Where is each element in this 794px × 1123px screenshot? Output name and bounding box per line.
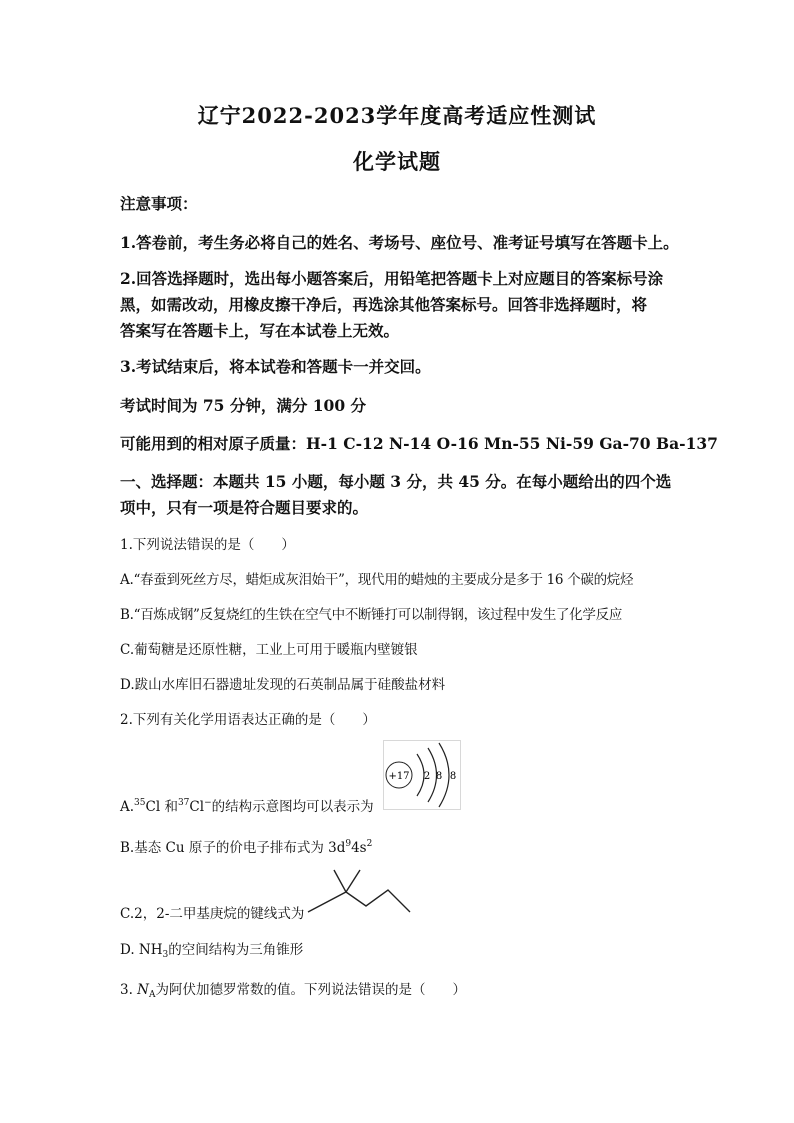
notice-1: 1.答卷前，考生务必将自己的姓名、考场号、座位号、准考证号填写在答题卡上。: [120, 233, 679, 252]
nucleus-charge: +17: [388, 771, 410, 782]
q1-option-c: C.葡萄糖是还原性糖，工业上可用于暖瓶内壁镀银: [120, 642, 418, 658]
page-title: 辽宁2022-2023学年度高考适应性测试: [197, 103, 597, 128]
electron-count-4s: 2: [366, 839, 373, 849]
notice-2-line-3: 答案写在答题卡上，写在本试卷上无效。: [120, 321, 400, 340]
main-chain-bonds: [308, 890, 410, 912]
q2-option-a-text3: 的结构示意图均可以表示为: [211, 799, 374, 815]
shell-3-electrons: 8: [449, 771, 457, 782]
section-heading-line-1: 一、选择题：本题共 15 小题，每小题 3 分，共 45 分。在每小题给出的四个选: [120, 472, 672, 491]
notice-2-line-1: 2.回答选择题时，选出每小题答案后，用铅笔把答题卡上对应题目的答案标号涂: [120, 269, 664, 288]
q1-option-d: D.跋山水库旧石器遗址发现的石英制品属于硅酸盐材料: [120, 677, 446, 693]
q1-stem: 1.下列说法错误的是（ ）: [120, 537, 295, 553]
q3-number: 3.: [120, 982, 138, 998]
q2-option-a-prefix: A.: [120, 799, 135, 815]
atomic-mass: 可能用到的相对原子质量：H-1 C-12 N-14 O-16 Mn-55 Ni-59 Ga-70 Ba-137: [120, 434, 718, 453]
avogadro-subscript: A: [148, 990, 156, 1000]
q2-option-b-mid: 4s: [351, 840, 367, 856]
q1-option-b: B.“百炼成钢”反复烧红的生铁在空气中不断锤打可以制得钢，该过程中发生了化学反应: [120, 607, 623, 623]
q2-option-b-text: B.基态 Cu 原子的价电子排布式为 3d: [120, 840, 346, 856]
shell-2-electrons: 8: [435, 771, 443, 782]
q3-stem: [120, 978, 690, 998]
q2-option-a-text1: Cl 和: [145, 799, 178, 815]
ion-charge: −: [204, 798, 212, 808]
q1-option-a: A.“春蚕到死丝方尽，蜡炬成灰泪始干”，现代用的蜡烛的主要成分是多于 16 个碳的烷烃: [120, 572, 634, 588]
section-heading-line-2: 项中，只有一项是符合题目要求的。: [120, 498, 369, 517]
nh3-subscript: 3: [162, 950, 169, 960]
q2-option-b: [120, 836, 690, 856]
q2-option-a-text2: Cl: [189, 799, 205, 815]
mass-number-37: 37: [177, 798, 190, 808]
q2-option-c: C.2，2-二甲基庚烷的键线式为: [120, 906, 305, 922]
notice-3: 3.考试结束后，将本试卷和答题卡一并交回。: [120, 357, 431, 376]
q2-stem: 2.下列有关化学用语表达正确的是（ ）: [120, 712, 376, 728]
notice-2-line-2: 黑，如需改动，用橡皮擦干净后，再选涂其他答案标号。回答非选择题时，将: [120, 295, 648, 314]
exam-time: 考试时间为 75 分钟，满分 100 分: [120, 396, 367, 415]
methyl-branch-1: [334, 870, 346, 892]
electron-count-3d: 9: [345, 839, 352, 849]
q3-text: 为阿伏加德罗常数的值。下列说法错误的是（ ）: [155, 982, 466, 998]
atom-structure-diagram: [383, 740, 461, 810]
avogadro-symbol: N: [137, 982, 149, 998]
mass-number-35: 35: [134, 798, 146, 808]
q2-option-d-text: 的空间结构为三角锥形: [168, 942, 304, 958]
page-subtitle: 化学试题: [353, 149, 441, 174]
shell-1-electrons: 2: [423, 771, 431, 782]
q2-option-d-prefix: D. NH: [120, 942, 163, 958]
methyl-branch-2: [346, 870, 360, 892]
skeletal-formula-diagram: [306, 868, 414, 916]
q2-option-d: [120, 938, 690, 958]
notice-heading: 注意事项：: [120, 194, 198, 213]
